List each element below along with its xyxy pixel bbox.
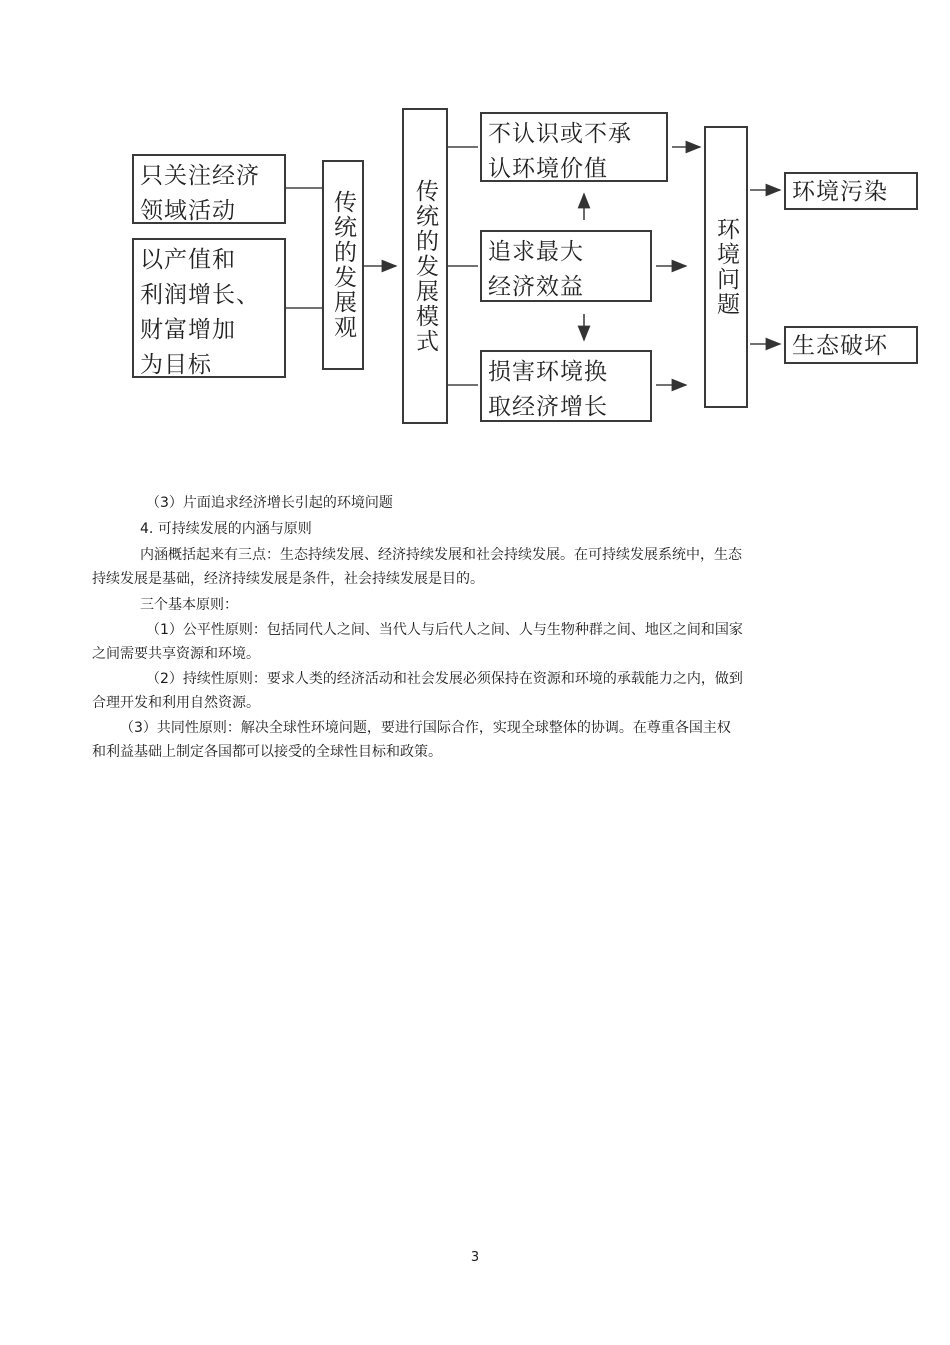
box-max-benefit: 追求最大 经济效益: [480, 230, 652, 302]
box-env-problem: 环境问题: [704, 126, 748, 408]
principle-2-line-2: 合理开发和利用自然资源。: [92, 695, 260, 711]
box-pollution: 环境污染: [784, 172, 918, 210]
box-traditional-mode: 传统的发展模式: [402, 108, 448, 424]
principle-2-line-1: （2）持续性原则：要求人类的经济活动和社会发展必须保持在资源和环境的承载能力之内，做到: [146, 671, 743, 687]
principle-1-line-1: （1）公平性原则：包括同代人之间、当代人与后代人之间、人与生物种群之间、地区之间和国家: [146, 622, 743, 638]
item3-heading: （3）片面追求经济增长引起的环境问题: [146, 495, 393, 511]
box-damage-env: 损害环境换 取经济增长: [480, 350, 652, 422]
box-goal: 以产值和 利润增长、 财富增加 为目标: [132, 238, 286, 378]
section4-heading: 4. 可持续发展的内涵与原则: [140, 521, 312, 537]
box-traditional-view: 传统的发展观: [322, 160, 364, 370]
principle-3-line-1: （3）共同性原则：解决全球性环境问题，要进行国际合作，实现全球整体的协调。在尊重各国主权: [120, 720, 731, 736]
box-focus-economy: 只关注经济 领域活动: [132, 154, 286, 224]
connotation-line-1: 内涵概括起来有三点：生态持续发展、经济持续发展和社会持续发展。在可持续发展系统中，生态: [140, 547, 742, 563]
box-not-recognize: 不认识或不承 认环境价值: [480, 112, 668, 182]
principles-heading: 三个基本原则：: [140, 597, 238, 613]
box-eco-damage: 生态破坏: [784, 326, 918, 364]
principle-3-line-2: 和利益基础上制定各国都可以接受的全球性目标和政策。: [92, 744, 442, 760]
connotation-line-2: 持续发展是基础，经济持续发展是条件，社会持续发展是目的。: [92, 571, 484, 587]
page-number: 3: [470, 1250, 480, 1265]
principle-1-line-2: 之间需要共享资源和环境。: [92, 646, 260, 662]
